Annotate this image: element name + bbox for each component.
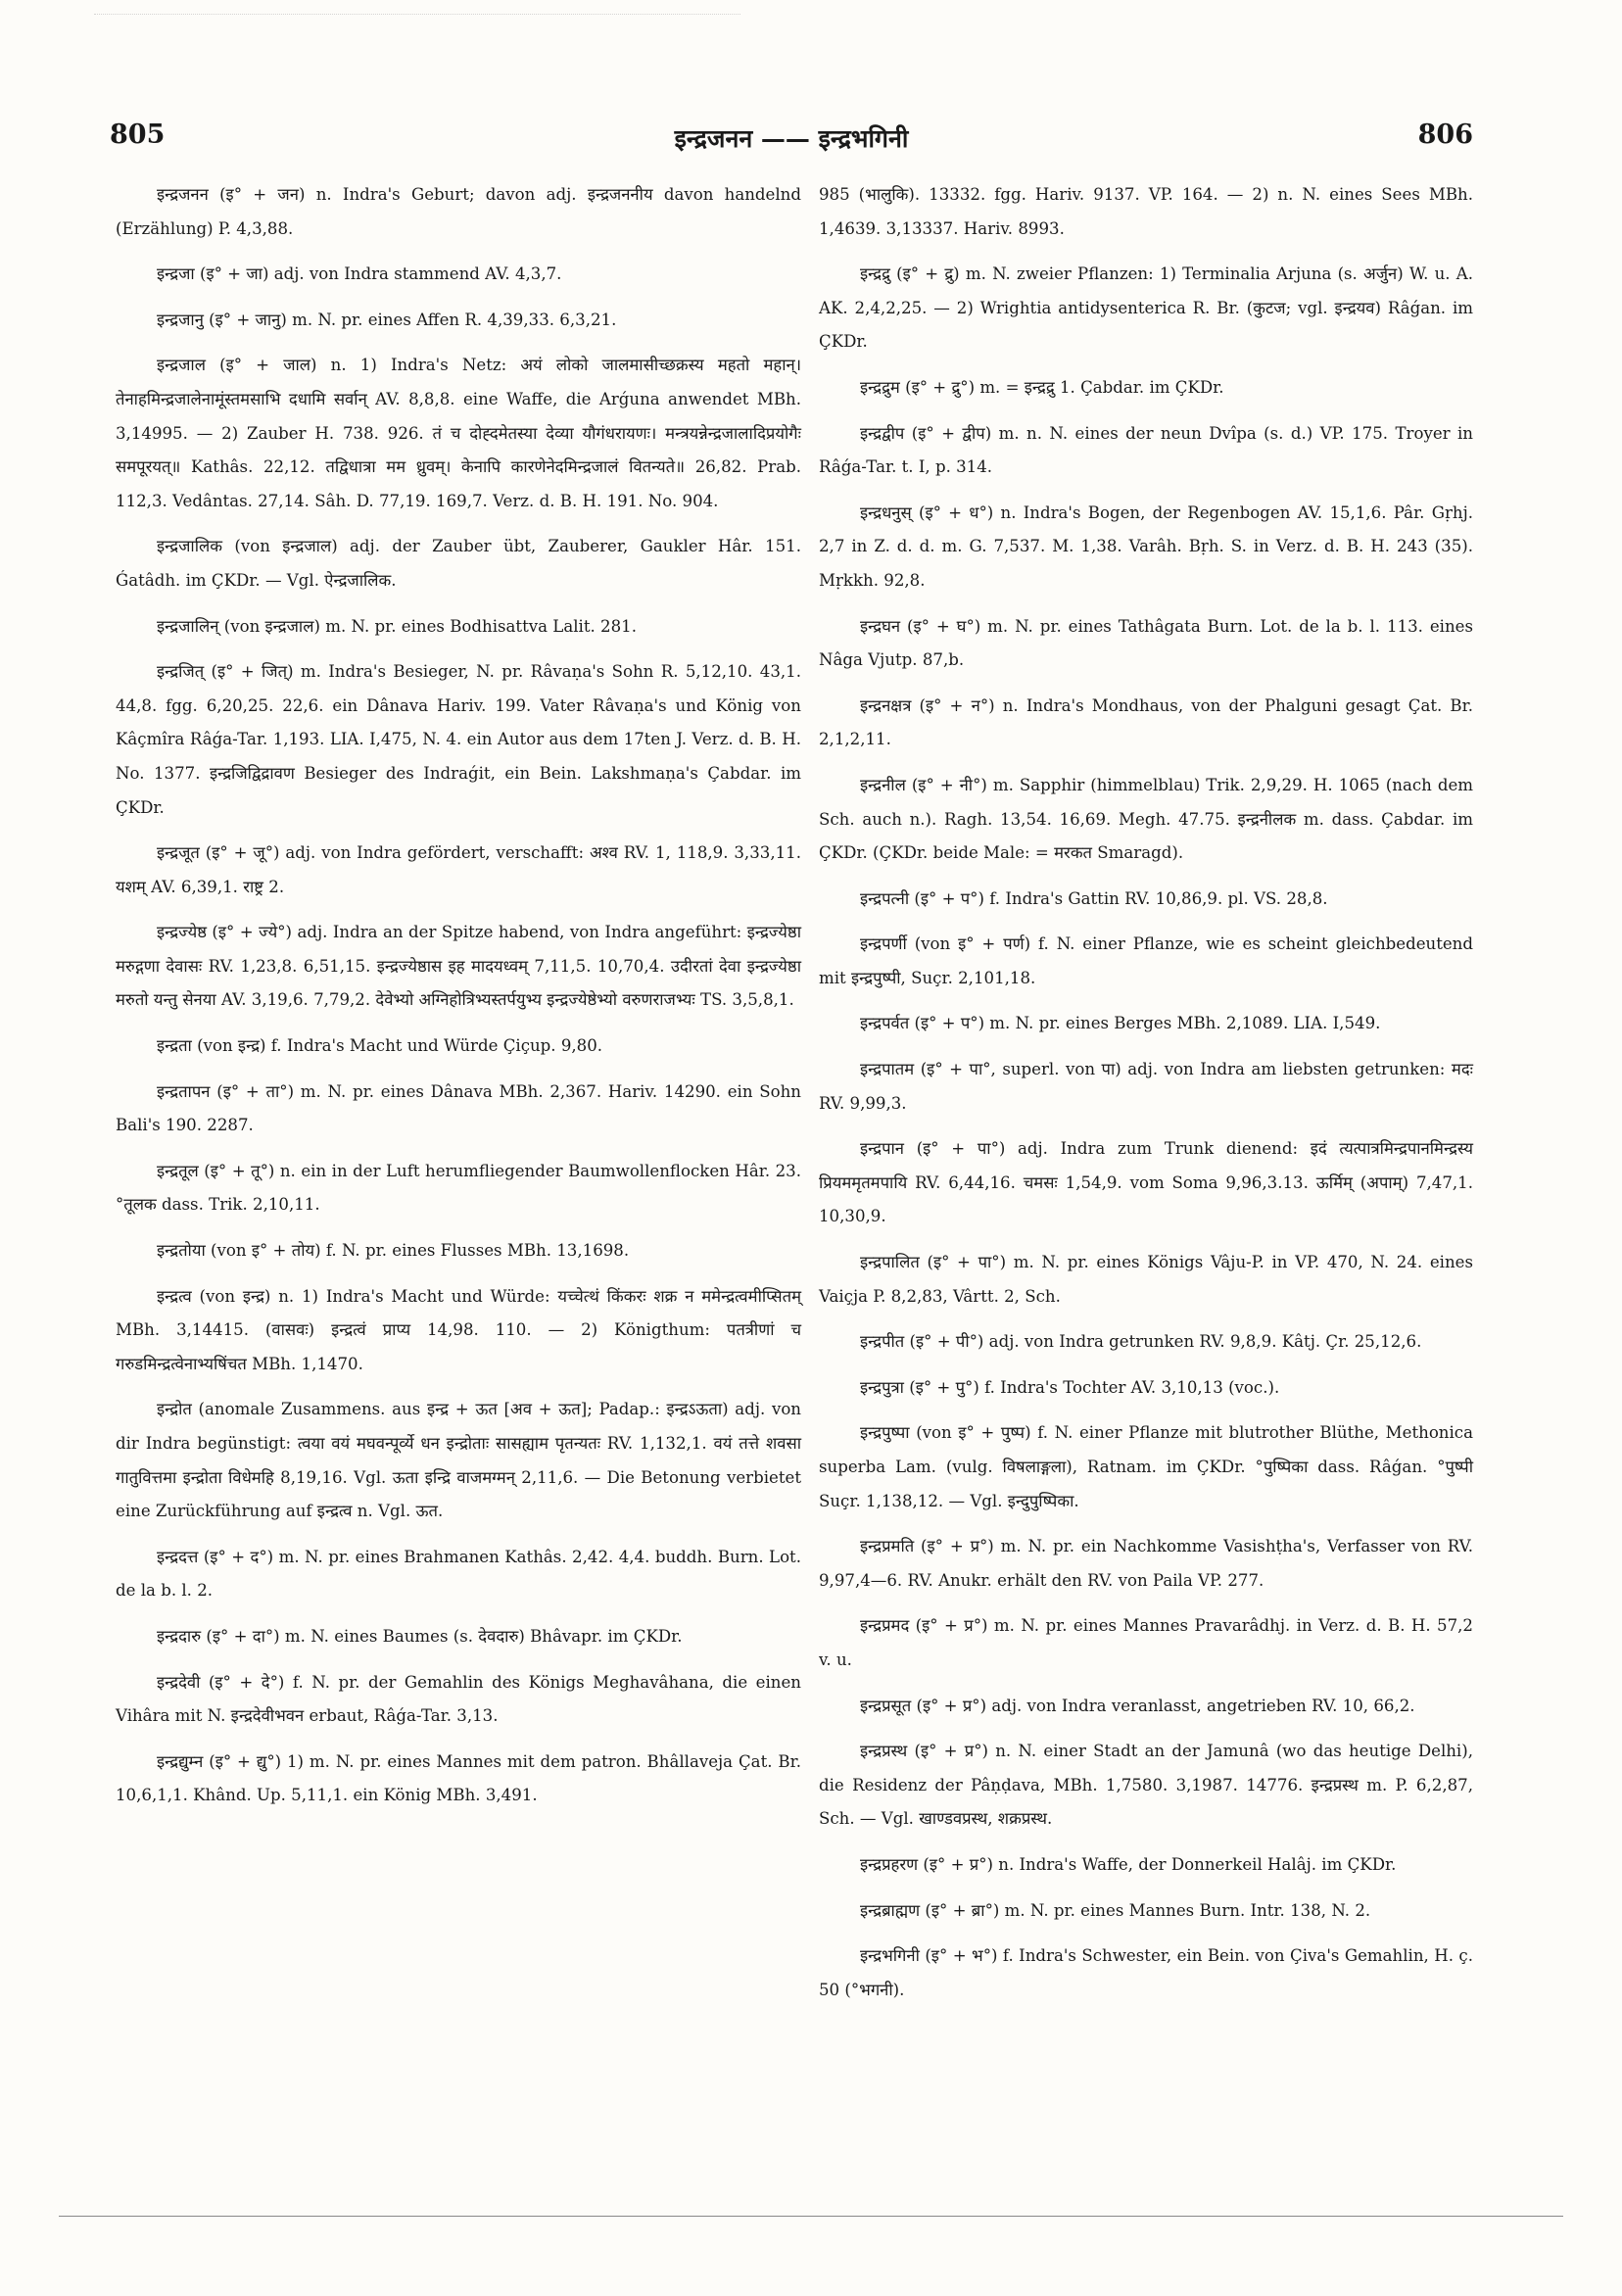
page-header	[110, 120, 1473, 159]
dictionary-entry: इन्द्रत्व (von इन्द्र) n. 1) Indra's Macht und Würde: यच्चेत्थं किंकरः शक्र न ममेन्द्रत्वमीप्सितम् MBh. 3,14415. (वासवः) इन्द्रत्वं प्राप्य 14,98. 110. — 2) Königthum: पतत्रीणां च गरुडमिन्द्रत्वेनाभ्यषिंचत MBh. 1,1470.	[116, 1286, 801, 1373]
dictionary-entry: इन्द्रतापन (इ° + ता°) m. N. pr. eines Dânava MBh. 2,367. Hariv. 14290. ein Sohn Bali's 190. 2287.	[116, 1081, 801, 1135]
dictionary-entry: इन्द्रोत (anomale Zusammens. aus इन्द्र + ऊत [अव + ऊत]; Padap.: इन्द्रऽऊता) adj. von dir Indra begünstigt: त्वया वयं मघवन्पूर्व्ये धन इन्द्रोताः सासह्याम पृतन्यतः RV. 1,132,1. वयं तत्ते शवसा गातुवित्तमा इन्द्रोता विधेमहि 8,19,16. Vgl. ऊता इन्द्रि वाजमग्मन् 2,11,6. — Die Betonung verbietet eine Zurückführung auf इन्द्रत्व n. Vgl. ऊत.	[116, 1400, 801, 1521]
dictionary-entry: इन्द्रभगिनी (इ° + भ°) f. Indra's Schwester, ein Bein. von Çiva's Gemahlin, H. ç. 50 (°भगनी).	[819, 1946, 1473, 1999]
dictionary-entry: इन्द्रजालिक (von इन्द्रजाल) adj. der Zauber übt, Zauberer, Gaukler Hâr. 151. Ǵatâdh. im ÇKDr. — Vgl. ऐन्द्रजालिक.	[116, 537, 801, 590]
page-number-left: 805	[110, 120, 166, 150]
left-column	[116, 178, 801, 1825]
running-title: इन्द्रजनन —— इन्द्रभगिनी	[674, 124, 909, 153]
dictionary-entry: इन्द्रपीत (इ° + पी°) adj. von Indra getrunken RV. 9,8,9. Kâtj. Çr. 25,12,6.	[860, 1332, 1422, 1352]
dictionary-entry: इन्द्रघन (इ° + घ°) m. N. pr. eines Tathâgata Burn. Lot. de la b. l. 113. eines Nâga Vjutp. 87,b.	[819, 616, 1473, 670]
dictionary-entry: इन्द्रद्वीप (इ° + द्वीप) m. n. N. eines der neun Dvîpa (s. d.) VP. 175. Troyer in Râǵa-Tar. t. I, p. 314.	[819, 423, 1473, 477]
dictionary-entry: इन्द्रदेवी (इ° + दे°) f. N. pr. der Gemahlin des Königs Meghavâhana, die einen Vihâra mit N. इन्द्रदेवीभवन erbaut, Râǵa-Tar. 3,13.	[116, 1672, 801, 1726]
dictionary-entry: इन्द्रप्रसूत (इ° + प्र°) adj. von Indra veranlasst, angetrieben RV. 10, 66,2.	[860, 1696, 1415, 1715]
dictionary-entry: इन्द्रजालिन् (von इन्द्रजाल) m. N. pr. eines Bodhisattva Lalit. 281.	[157, 616, 637, 636]
right-column	[819, 178, 1473, 2019]
dictionary-entry: इन्द्रजनन (इ° + जन) n. Indra's Geburt; davon adj. इन्द्रजननीय davon handelnd (Erzählung) P. 4,3,88.	[116, 185, 801, 238]
dictionary-entry: इन्द्रजूत (इ° + जू°) adj. von Indra gefördert, verschafft: अश्व RV. 1, 118,9. 3,33,11. यशम् AV. 6,39,1. राष्ट्र 2.	[116, 843, 801, 896]
scan-speckle	[94, 14, 740, 21]
dictionary-entry: इन्द्रप्रमद (इ° + प्र°) m. N. pr. eines Mannes Pravarâdhj. in Verz. d. B. H. 57,2 v. u.	[819, 1616, 1473, 1669]
dictionary-entry: इन्द्रजा (इ° + जा) adj. von Indra stammend AV. 4,3,7.	[157, 264, 562, 284]
dictionary-entry: इन्द्रपुष्पा (von इ° + पुष्प) f. N. einer Pflanze mit blutrother Blüthe, Methonica superba Lam. (vulg. विषलाङ्गला), Ratnam. im ÇKDr. °पुष्पिका dass. Râǵan. °पुष्पी Suçr. 1,138,12. — Vgl. इन्दुपुष्पिका.	[819, 1423, 1473, 1510]
dictionary-entry: इन्द्रब्राह्मण (इ° + ब्रा°) m. N. pr. eines Mannes Burn. Intr. 138, N. 2.	[860, 1900, 1371, 1920]
dictionary-entry: इन्द्रजित् (इ° + जित्) m. Indra's Besieger, N. pr. Râvaṇa's Sohn R. 5,12,10. 43,1. 44,8. fgg. 6,20,25. 22,6. ein Dânava Hariv. 199. Vater Râvaṇa's und König von Kâçmîra Râǵa-Tar. 1,193. LIA. I,475, N. 4. ein Autor aus dem 17ten J. Verz. d. B. H. No. 1377. इन्द्रजिद्विद्रावण Besieger des Indraǵit, ein Bein. Lakshmaṇa's Çabdar. im ÇKDr.	[116, 662, 801, 817]
dictionary-entry: इन्द्रनक्षत्र (इ° + न°) n. Indra's Mondhaus, von der Phalguni gesagt Çat. Br. 2,1,2,11.	[819, 695, 1473, 749]
dictionary-entry: इन्द्रद्युम्न (इ° + द्यु°) 1) m. N. pr. eines Mannes mit dem patron. Bhâllaveja Çat. Br. 10,6,1,1. Khând. Up. 5,11,1. ein König MBh. 3,491.	[116, 1751, 801, 1805]
dictionary-entry: इन्द्रप्रहरण (इ° + प्र°) n. Indra's Waffe, der Donnerkeil Halâj. im ÇKDr.	[860, 1854, 1397, 1874]
dictionary-entry: इन्द्रदत्त (इ° + द°) m. N. pr. eines Brahmanen Kathâs. 2,42. 4,4. buddh. Burn. Lot. de la b. l. 2.	[116, 1547, 801, 1601]
dictionary-entry: इन्द्रनील (इ° + नी°) m. Sapphir (himmelblau) Trik. 2,9,29. H. 1065 (nach dem Sch. auch n.). Ragh. 13,54. 16,69. Megh. 47.75. इन्द्रनीलक m. dass. Çabdar. im ÇKDr. (ÇKDr. beide Male: = मरकत Smaragd).	[819, 775, 1473, 863]
dictionary-entry: इन्द्रपातम (इ° + पा°, superl. von पा) adj. von Indra am liebsten getrunken: मदः RV. 9,99,3.	[819, 1060, 1473, 1113]
dictionary-entry: इन्द्रप्रस्थ (इ° + प्र°) n. N. einer Stadt an der Jamunâ (wo das heutige Delhi), die Residenz der Pâṇḍava, MBh. 1,7580. 3,1987. 14776. इन्द्रप्रस्थ m. P. 6,2,87, Sch. — Vgl. खाण्डवप्रस्थ, शक्रप्रस्थ.	[819, 1742, 1473, 1829]
dictionary-entry: इन्द्रपर्णी (von इ° + पर्ण) f. N. einer Pflanze, wie es scheint gleichbedeutend mit इन्द्रपुष्पी, Suçr. 2,101,18.	[819, 934, 1473, 987]
footer-rule	[59, 2216, 1563, 2217]
dictionary-entry: इन्द्रद्रुम (इ° + द्रु°) m. = इन्द्रद्रु 1. Çabdar. im ÇKDr.	[860, 377, 1224, 397]
dictionary-entry: इन्द्रपर्वत (इ° + प°) m. N. pr. eines Berges MBh. 2,1089. LIA. I,549.	[860, 1014, 1381, 1033]
dictionary-entry: इन्द्रतूल (इ° + तू°) n. ein in der Luft herumfliegender Baumwollenflocken Hâr. 23. °तूलक dass. Trik. 2,10,11.	[116, 1161, 801, 1215]
page-number-right: 806	[1417, 120, 1473, 150]
dictionary-entry: इन्द्रद्रु (इ° + द्रु) m. N. zweier Pflanzen: 1) Terminalia Arjuna (s. अर्जुन) W. u. A. AK. 2,4,2,25. — 2) Wrightia antidysenterica R. Br. (कुटज; vgl. इन्द्रयव) Râǵan. im ÇKDr.	[819, 264, 1473, 352]
dictionary-entry: इन्द्रजाल (इ° + जाल) n. 1) Indra's Netz: अयं लोको जालमासीच्छक्रस्य महतो महान्। तेनाहमिन्द्रजालेनामूंस्तमसाभि दधामि सर्वान् AV. 8,8,8. eine Waffe, die Arǵuna anwendet MBh. 3,14995. — 2) Zauber H. 738. 926. तं च दोह्दमेतस्या देव्या यौगंधरायणः। मन्त्रयन्नेन्द्रजालादिप्रयोगैः समपूरयत्॥ Kathâs. 22,12. तद्विधात्रा मम ध्रुवम्। केनापि कारणेनेदमिन्द्रजालं वितन्यते॥ 26,82. Prab. 112,3. Vedântas. 27,14. Sâh. D. 77,19. 169,7. Verz. d. B. H. 191. No. 904.	[116, 356, 801, 510]
dictionary-entry: इन्द्रपालित (इ° + पा°) m. N. pr. eines Königs Vâju-P. in VP. 470, N. 24. eines Vaiçja P. 8,2,83, Vârtt. 2, Sch.	[819, 1253, 1473, 1306]
dictionary-entry: इन्द्रप्रमति (इ° + प्र°) m. N. pr. ein Nachkomme Vasishṭha's, Verfasser von RV. 9,97,4—6. RV. Anukr. erhält den RV. von Paila VP. 277.	[819, 1537, 1473, 1590]
dictionary-entry: इन्द्रतोया (von इ° + तोय) f. N. pr. eines Flusses MBh. 13,1698.	[157, 1241, 630, 1261]
dictionary-entry: इन्द्रधनुस् (इ° + ध°) n. Indra's Bogen, der Regenbogen AV. 15,1,6. Pâr. Gṛhj. 2,7 in Z. d. d. m. G. 7,537. M. 1,38. Varâh. Bṛh. S. in Verz. d. B. H. 243 (35). Mṛkkh. 92,8.	[819, 502, 1473, 590]
dictionary-entry: इन्द्रज्येष्ठ (इ° + ज्ये°) adj. Indra an der Spitze habend, von Indra angeführt: इन्द्रज्येष्ठा मरुद्गणा देवासः RV. 1,23,8. 6,51,15. इन्द्रज्येष्ठास इह मादयध्वम् 7,11,5. 10,70,4. उदीरतां देवा इन्द्रज्येष्ठा मरुतो यन्तु सेनया AV. 3,19,6. 7,79,2. देवेभ्यो अग्निहोत्रिभ्यस्तर्पयुभ्य इन्द्रज्येष्ठेभ्यो वरुणराजभ्यः TS. 3,5,8,1.	[116, 923, 801, 1010]
dictionary-entry-continued: 985 (भालुकि). 13332. fgg. Hariv. 9137. VP. 164. — 2) n. N. eines Sees MBh. 1,4639. 3,13337. Hariv. 8993.	[819, 185, 1473, 238]
dictionary-entry: इन्द्रपान (इ° + पा°) adj. Indra zum Trunk dienend: इदं त्यत्पात्रमिन्द्रपानमिन्द्रस्य प्रियममृतमपायि RV. 6,44,16. चमसः 1,54,9. vom Soma 9,96,3.13. ऊर्मिम् (अपाम्) 7,47,1. 10,30,9.	[819, 1139, 1473, 1226]
dictionary-entry: इन्द्रपत्नी (इ° + प°) f. Indra's Gattin RV. 10,86,9. pl. VS. 28,8.	[860, 888, 1328, 908]
dictionary-entry: इन्द्रता (von इन्द्र) f. Indra's Macht und Würde Çiçup. 9,80.	[157, 1036, 603, 1056]
dictionary-entry: इन्द्रदारु (इ° + दा°) m. N. eines Baumes (s. देवदारु) Bhâvapr. im ÇKDr.	[157, 1626, 683, 1646]
dictionary-entry: इन्द्रपुत्रा (इ° + पु°) f. Indra's Tochter AV. 3,10,13 (voc.).	[860, 1377, 1280, 1397]
dictionary-entry: इन्द्रजानु (इ° + जानु) m. N. pr. eines Affen R. 4,39,33. 6,3,21.	[157, 310, 617, 329]
